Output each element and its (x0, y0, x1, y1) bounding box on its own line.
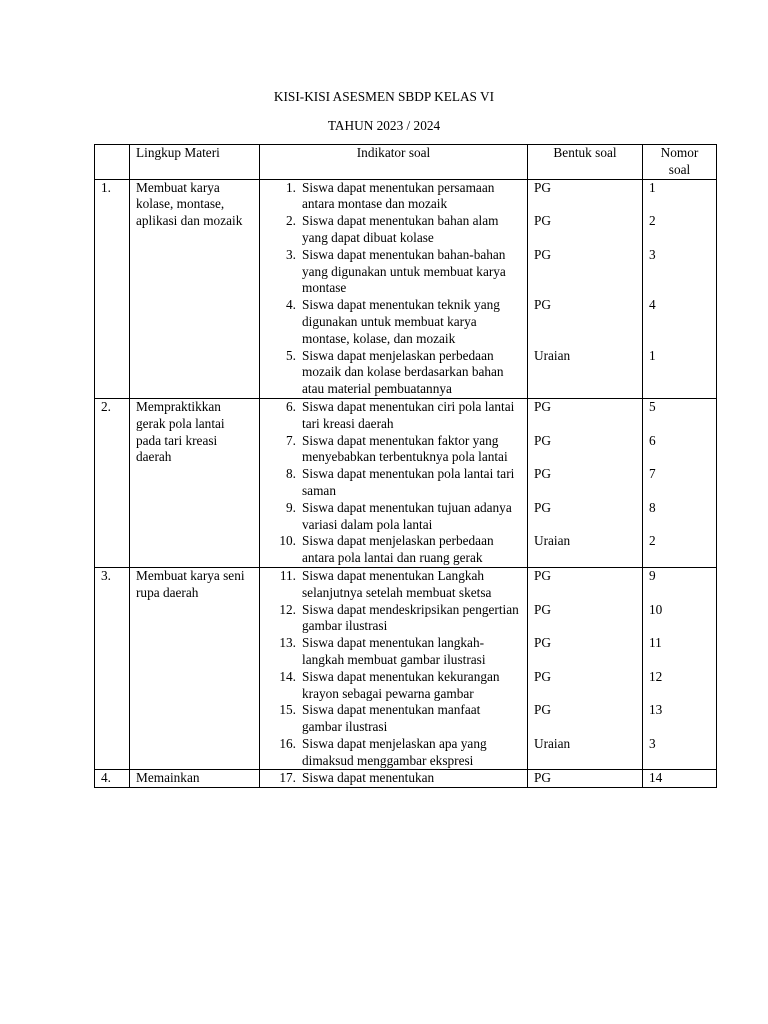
nomor-soal-value: 9 (649, 567, 656, 583)
nomor-soal-cell (643, 179, 717, 398)
bentuk-soal-value: PG (534, 246, 551, 262)
indikator-item (260, 635, 521, 669)
indikator-item (260, 348, 521, 398)
nomor-soal-value: 1 (649, 179, 656, 195)
bentuk-soal-cell (528, 398, 643, 567)
header-bentuk-soal: Bentuk soal (528, 145, 643, 180)
indikator-item (260, 736, 521, 770)
indikator-number: 14. (279, 668, 296, 684)
nomor-soal-value: 8 (649, 499, 656, 515)
indikator-item (260, 669, 521, 703)
indikator-number: 17. (279, 770, 296, 786)
indikator-number: 2. (286, 213, 296, 229)
indikator-item (260, 602, 521, 636)
nomor-soal-value: 1 (649, 347, 656, 363)
bentuk-soal-value: PG (534, 466, 551, 482)
indikator-number: 12. (279, 601, 296, 617)
document-subtitle: TAHUN 2023 / 2024 (327, 118, 441, 133)
bentuk-soal-value: Uraian (534, 533, 571, 549)
row-number: 4. (95, 770, 130, 788)
nomor-soal-value: 14 (649, 770, 663, 786)
nomor-soal-value: 3 (649, 246, 656, 262)
nomor-soal-value: 2 (649, 533, 656, 549)
nomor-soal-value: 13 (649, 702, 663, 718)
indikator-text: Siswa dapat menentukan teknik yang digunakan untuk membuat karya montase, kolase, dan mozaik (302, 297, 500, 346)
bentuk-soal-value: PG (534, 432, 551, 448)
table-row (95, 398, 717, 567)
indikator-item (260, 399, 521, 433)
indikator-item (260, 770, 521, 787)
nomor-soal-value: 6 (649, 432, 656, 448)
indikator-number: 7. (286, 432, 296, 448)
row-number: 1. (95, 179, 130, 398)
indikator-item (260, 297, 521, 347)
indikator-item (260, 533, 521, 567)
indikator-text: Siswa dapat mendeskripsikan pengertian gambar ilustrasi (302, 601, 519, 634)
nomor-soal-value: 10 (649, 601, 663, 617)
indikator-text: Siswa dapat menentukan pola lantai tari saman (302, 466, 515, 498)
lingkup-materi-cell: Mempraktikkan gerak pola lantai pada tari kreasi daerah (130, 398, 260, 567)
nomor-soal-value: 3 (649, 735, 656, 751)
indikator-text: Siswa dapat menentukan langkah-langkah membuat gambar ilustrasi (302, 635, 486, 667)
lingkup-materi-cell: Memainkan (130, 770, 260, 788)
bentuk-soal-cell (528, 770, 643, 788)
indikator-cell (260, 770, 528, 788)
nomor-soal-cell (643, 398, 717, 567)
indikator-number: 13. (279, 635, 296, 651)
row-number: 2. (95, 398, 130, 567)
bentuk-soal-value: PG (534, 179, 551, 195)
table-row (95, 179, 717, 398)
indikator-number: 9. (286, 499, 296, 515)
bentuk-soal-value: PG (534, 702, 551, 718)
indikator-item (260, 568, 521, 602)
indikator-text: Siswa dapat menjelaskan perbedaan mozaik dan kolase berdasarkan bahan atau material pembuatannya (302, 347, 504, 397)
indikator-item (260, 466, 521, 500)
indikator-item (260, 180, 521, 214)
nomor-soal-value: 2 (649, 213, 656, 229)
indikator-text: Siswa dapat menentukan bahan alam yang dapat dibuat kolase (302, 213, 499, 245)
indikator-cell (260, 179, 528, 398)
indikator-text: Siswa dapat menjelaskan apa yang dimaksud menggambar ekspresi (302, 735, 487, 768)
indikator-text: Siswa dapat menentukan manfaat gambar ilustrasi (302, 702, 481, 735)
bentuk-soal-value: PG (534, 297, 551, 313)
bentuk-soal-value: PG (534, 499, 551, 515)
indikator-text: Siswa dapat menentukan bahan-bahan yang digunakan untuk membuat karya montase (302, 246, 506, 296)
kisi-kisi-table (94, 144, 717, 788)
bentuk-soal-value: Uraian (534, 735, 571, 751)
bentuk-soal-value: Uraian (534, 347, 571, 363)
indikator-number: 8. (286, 466, 296, 482)
header-nomor-soal: Nomor soal (643, 145, 717, 180)
bentuk-soal-value: PG (534, 668, 551, 684)
nomor-soal-value: 11 (649, 635, 662, 651)
header-lingkup-materi: Lingkup Materi (130, 145, 260, 180)
indikator-number: 6. (286, 398, 296, 414)
indikator-number: 1. (286, 179, 296, 195)
nomor-soal-value: 5 (649, 398, 656, 414)
indikator-item (260, 702, 521, 736)
indikator-item (260, 247, 521, 297)
indikator-text: Siswa dapat menentukan faktor yang menyebabkan terbentuknya pola lantai (302, 432, 508, 465)
header-indikator-soal: Indikator soal (260, 145, 528, 180)
indikator-text: Siswa dapat menentukan Langkah selanjutnya setelah membuat sketsa (302, 567, 492, 600)
indikator-number: 16. (279, 735, 296, 751)
bentuk-soal-value: PG (534, 770, 551, 786)
document-title: KISI-KISI ASESMEN SBDP KELAS VI (273, 89, 495, 104)
lingkup-materi-cell: Membuat karya seni rupa daerah (130, 567, 260, 770)
indikator-number: 3. (286, 246, 296, 262)
indikator-text: Siswa dapat menentukan tujuan adanya variasi dalam pola lantai (302, 499, 512, 532)
bentuk-soal-cell (528, 567, 643, 770)
row-number: 3. (95, 567, 130, 770)
bentuk-soal-value: PG (534, 601, 551, 617)
table-header-row (95, 145, 717, 180)
indikator-cell (260, 567, 528, 770)
indikator-item (260, 433, 521, 467)
bentuk-soal-value: PG (534, 635, 551, 651)
nomor-soal-value: 4 (649, 297, 656, 313)
indikator-text: Siswa dapat menentukan (302, 770, 435, 786)
nomor-soal-value: 7 (649, 466, 656, 482)
indikator-number: 11. (279, 567, 296, 583)
table-row (95, 770, 717, 788)
nomor-soal-value: 12 (649, 668, 663, 684)
indikator-text: Siswa dapat menentukan ciri pola lantai tari kreasi daerah (302, 398, 515, 431)
lingkup-materi-cell: Membuat karya kolase, montase, aplikasi dan mozaik (130, 179, 260, 398)
indikator-item (260, 213, 521, 247)
indikator-number: 4. (286, 297, 296, 313)
bentuk-soal-value: PG (534, 213, 551, 229)
indikator-cell (260, 398, 528, 567)
table-row (95, 567, 717, 770)
indikator-text: Siswa dapat menentukan kekurangan krayon sebagai pewarna gambar (302, 668, 500, 701)
indikator-number: 5. (286, 347, 296, 363)
nomor-soal-cell (643, 567, 717, 770)
indikator-number: 10. (279, 533, 296, 549)
bentuk-soal-value: PG (534, 398, 551, 414)
indikator-text: Siswa dapat menjelaskan perbedaan antara pola lantai dan ruang gerak (302, 533, 494, 566)
header-no (95, 145, 130, 180)
bentuk-soal-cell (528, 179, 643, 398)
bentuk-soal-value: PG (534, 567, 551, 583)
nomor-soal-cell (643, 770, 717, 788)
indikator-item (260, 500, 521, 534)
indikator-text: Siswa dapat menentukan persamaan antara montase dan mozaik (302, 179, 495, 212)
indikator-number: 15. (279, 702, 296, 718)
